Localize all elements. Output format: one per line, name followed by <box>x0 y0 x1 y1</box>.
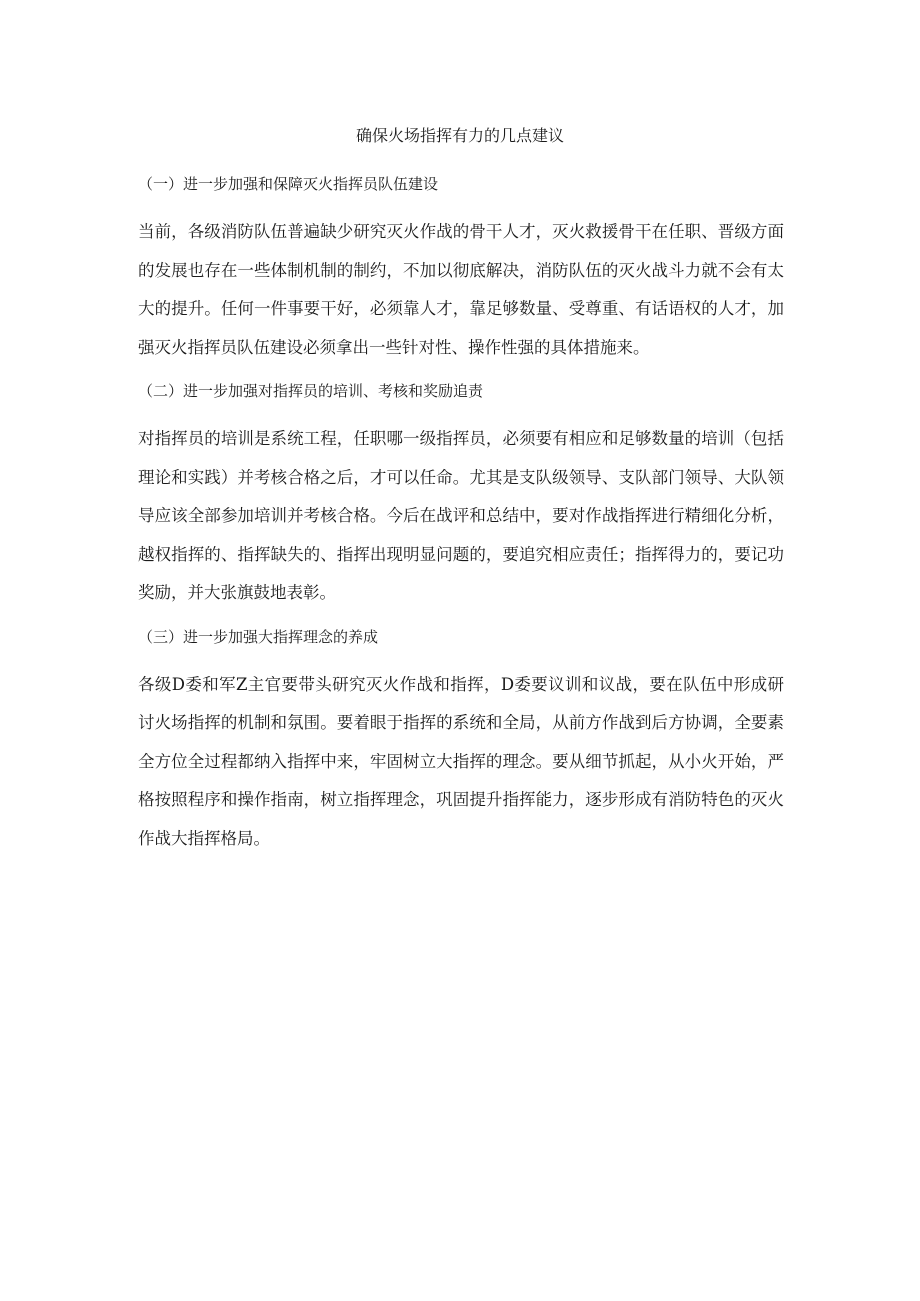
section-heading: （二）进一步加强对指挥员的培训、考核和奖励追责 <box>138 382 484 400</box>
section-heading: （三）进一步加强大指挥理念的养成 <box>138 627 379 646</box>
section-heading: （一）进一步加强和保障灭火指挥员队伍建设 <box>138 175 439 193</box>
section-2 <box>138 377 784 613</box>
document-body <box>138 170 784 868</box>
section-3 <box>138 623 784 859</box>
section-paragraph: 各级D委和军Z主官要带头研究灭火作战和指挥，D委要议训和议战，要在队伍中形成研讨火场指挥的机制和氛围。要着眼于指挥的系统和全局，从前方作战到后方协调，全要素全方位全过程都纳入指挥中来，牢固树立大指挥的理念。要从细节抓起，从小火开始，严格按照程序和操作指南，树立指挥理念，巩固提升指挥能力，逐步形成有消防特色的灭火作战大指挥格局。 <box>138 674 784 848</box>
section-1 <box>138 170 784 367</box>
section-paragraph: 对指挥员的培训是系统工程，任职哪一级指挥员，必须要有相应和足够数量的培训（包括理论和实践）并考核合格之后，才可以任命。尤其是支队级领导、支队部门领导、大队领导应该全部参加培训并考核合格。今后在战评和总结中，要对作战指挥进行精细化分析，越权指挥的、指挥缺失的、指挥出现明显问题的，要追究相应责任；指挥得力的，要记功奖励，并大张旗鼓地表彰。 <box>138 429 784 602</box>
section-paragraph: 当前，各级消防队伍普遍缺少研究灭火作战的骨干人才，灭火救援骨干在任职、晋级方面的发展也存在一些体制机制的制约，不加以彻底解决，消防队伍的灭火战斗力就不会有太大的提升。任何一件事要干好，必须靠人才，靠足够数量、受尊重、有话语权的人才，加强灭火指挥员队伍建设必须拿出一些针对性、操作性强的具体措施来。 <box>138 222 784 357</box>
document-title: 确保火场指挥有力的几点建议 <box>355 126 564 145</box>
